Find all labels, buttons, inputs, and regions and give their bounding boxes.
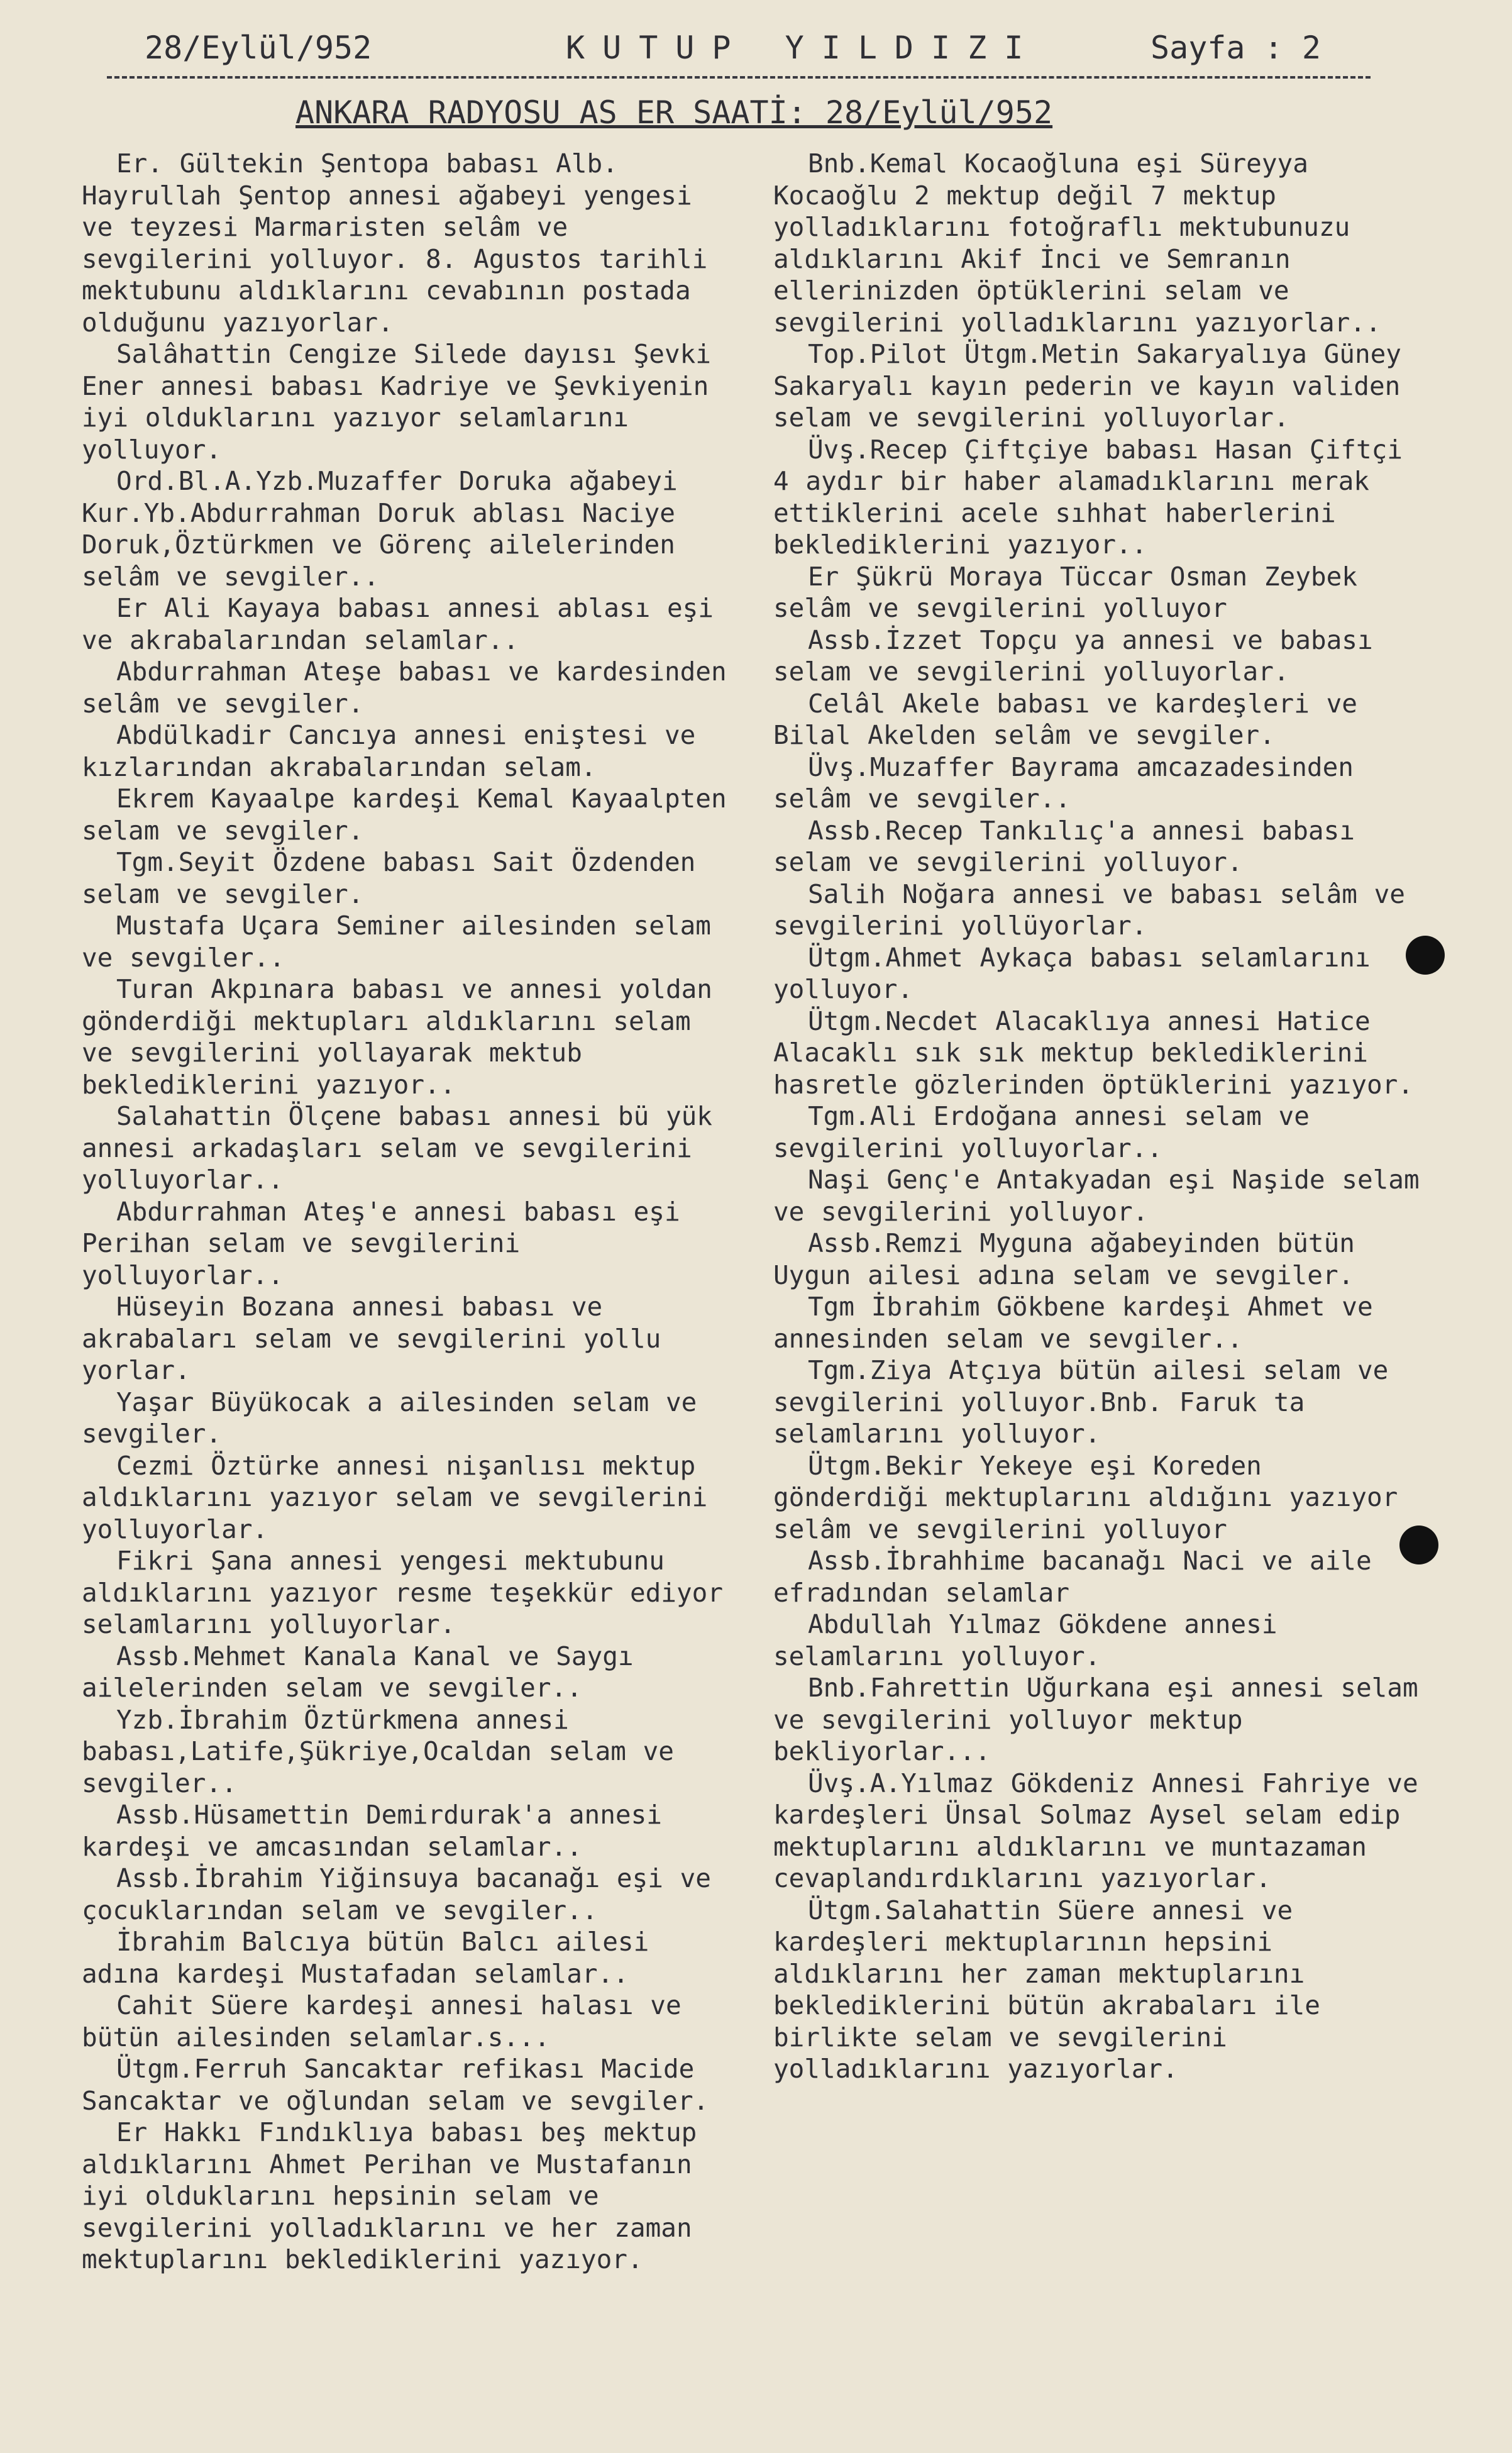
message-entry: İbrahim Balcıya bütün Balcı ailesi adına kardeşi Mustafadan selamlar.. bbox=[82, 1927, 649, 1989]
message-entry: Er Şükrü Moraya Tüccar Osman Zeybek selâm ve sevgilerini yolluyor bbox=[773, 561, 1357, 623]
message-entry: Er Ali Kayaya babası annesi ablası eşi ve akrabalarından selamlar.. bbox=[82, 593, 714, 655]
message-entry: Ütgm.Necdet Alacaklıya annesi Hatice Alacaklı sık sık mektup beklediklerini hasretle gözlerinden öptüklerini yazıyor. bbox=[773, 1005, 1414, 1100]
message-entry: Celâl Akele babası ve kardeşleri ve Bilal Akelden selâm ve sevgiler. bbox=[773, 688, 1357, 750]
page-header bbox=[107, 22, 1371, 79]
right-column bbox=[773, 148, 1427, 2085]
message-entry: Hüseyin Bozana annesi babası ve akrabaları selam ve sevgilerini yollu yorlar. bbox=[82, 1292, 661, 1385]
header-dashed-rule bbox=[107, 76, 1371, 79]
message-entry: Ütgm.Ferruh Sancaktar refikası Macide Sancaktar ve oğlundan selam ve sevgiler. bbox=[82, 2054, 709, 2116]
message-entry: Ütgm.Salahattin Süere annesi ve kardeşleri mektuplarının hepsini aldıklarını her zaman mektuplarını beklediklerini bütün akrabaları ile birlikte selam ve sevgilerini yolladıklarını yazıyorlar. bbox=[773, 1895, 1320, 2084]
message-entry: Salâhattin Cengize Silede dayısı Şevki Ener annesi babası Kadriye ve Şevkiyenin iyi olduklarını yazıyor selamlarını yolluyor. bbox=[82, 339, 711, 465]
message-entry: Ord.Bl.A.Yzb.Muzaffer Doruka ağabeyi Kur.Yb.Abdurrahman Doruk ablası Naciye Doruk,Öztürkmen ve Görenç ailelerinden selâm ve sevgiler.. bbox=[82, 466, 678, 592]
message-entry: Tgm.Seyit Özdene babası Sait Özdenden selam ve sevgiler. bbox=[82, 847, 696, 909]
message-entry: Fikri Şana annesi yengesi mektubunu aldıklarını yazıyor resme teşekkür ediyor selamlarını yolluyorlar. bbox=[82, 1546, 724, 1639]
message-entry: Er. Gültekin Şentopa babası Alb. Hayrullah Şentop annesi ağabeyi yengesi ve teyzesi Marmaristen selâm ve sevgilerini yolluyor. 8. Agustos tarihli mektubunu aldıklarını cevabının postada olduğunu yazıyorlar. bbox=[82, 148, 708, 338]
message-entry: Yzb.İbrahim Öztürkmena annesi babası,Latife,Şükriye,Ocaldan selam ve sevgiler.. bbox=[82, 1704, 674, 1798]
message-entry: Cahit Süere kardeşi annesi halası ve bütün ailesinden selamlar.s... bbox=[82, 1990, 682, 2052]
message-entry: Üvş.A.Yılmaz Gökdeniz Annesi Fahriye ve kardeşleri Ünsal Solmaz Aysel selam edip mektuplarını aldıklarını ve muntazaman cevaplandırdıklarını yazıyorlar. bbox=[773, 1768, 1418, 1893]
message-entry: Tgm.Ziya Atçıya bütün ailesi selam ve sevgilerini yolluyor.Bnb. Faruk ta selamlarını yolluyor. bbox=[773, 1355, 1389, 1449]
header-title: KUTUP YILDIZI bbox=[566, 30, 1041, 66]
message-entry: Top.Pilot Ütgm.Metin Sakaryalıya Güney Sakaryalı kayın pederin ve kayın validen selam ve sevgilerini yolluyorlar. bbox=[773, 339, 1401, 433]
message-entry: Assb.Hüsamettin Demirdurak'a annesi kardeşi ve amcasından selamlar.. bbox=[82, 1800, 662, 1862]
message-entry: Ütgm.Bekir Yekeye eşi Koreden gönderdiği mektuplarını aldığını yazıyor selâm ve sevgilerini yolluyor bbox=[773, 1450, 1398, 1544]
message-entry: Bnb.Kemal Kocaoğluna eşi Süreyya Kocaoğlu 2 mektup değil 7 mektup yolladıklarını fotoğraflı mektubunuzu aldıklarını Akif İnci ve Semranın ellerinizden öptüklerini selam ve sevgilerini yolladıklarını yazıyorlar.. bbox=[773, 148, 1381, 338]
message-entry: Assb.Recep Tankılıç'a annesi babası selam ve sevgilerini yolluyor. bbox=[773, 815, 1355, 877]
message-entry: Abdurrahman Ateşe babası ve kardesinden selâm ve sevgiler. bbox=[82, 656, 727, 719]
message-entry: Yaşar Büyükocak a ailesinden selam ve sevgiler. bbox=[82, 1387, 697, 1449]
message-entry: Abdullah Yılmaz Gökdene annesi selamlarını yolluyor. bbox=[773, 1609, 1277, 1671]
message-entry: Üvş.Recep Çiftçiye babası Hasan Çiftçi 4 aydır bir haber alamadıklarını merak ettiklerini acele sıhhat haberlerini beklediklerini yazıyor.. bbox=[773, 434, 1403, 560]
message-entry: Abdülkadir Cancıya annesi eniştesi ve kızlarından akrabalarından selam. bbox=[82, 720, 696, 782]
message-entry: Abdurrahman Ateş'e annesi babası eşi Perihan selam ve sevgilerini yolluyorlar.. bbox=[82, 1196, 680, 1290]
message-entry: Mustafa Uçara Seminer ailesinden selam ve sevgiler.. bbox=[82, 911, 711, 973]
message-entry: Ütgm.Ahmet Aykaça babası selamlarını yolluyor. bbox=[773, 942, 1371, 1004]
message-entry: Assb.İbrahim Yiğinsuya bacanağı eşi ve çocuklarından selam ve sevgiler.. bbox=[82, 1863, 711, 1925]
message-entry: Ekrem Kayaalpe kardeşi Kemal Kayaalpten selam ve sevgiler. bbox=[82, 784, 727, 846]
message-entry: Assb.İzzet Topçu ya annesi ve babası selam ve sevgilerini yolluyorlar. bbox=[773, 624, 1373, 687]
message-entry: Tgm.Ali Erdoğana annesi selam ve sevgilerini yolluyorlar.. bbox=[773, 1101, 1310, 1163]
message-entry: Bnb.Fahrettin Uğurkana eşi annesi selam ve sevgilerini yolluyor mektup bekliyorlar... bbox=[773, 1673, 1418, 1766]
message-entry: Assb.Mehmet Kanala Kanal ve Saygı ailelerinden selam ve sevgiler.. bbox=[82, 1641, 634, 1703]
message-entry: Naşi Genç'e Antakyadan eşi Naşide selam ve sevgilerini yolluyor. bbox=[773, 1165, 1420, 1227]
punch-hole bbox=[1399, 1526, 1438, 1564]
message-entry: Assb.Remzi Myguna ağabeyinden bütün Uygun ailesi adına selam ve sevgiler. bbox=[773, 1228, 1355, 1290]
message-entry: Üvş.Muzaffer Bayrama amcazadesinden selâm ve sevgiler.. bbox=[773, 751, 1354, 814]
left-column bbox=[82, 148, 736, 2276]
broadcast-subheader: ANKARA RADYOSU AS ER SAATİ: 28/Eylül/952 bbox=[295, 94, 1053, 131]
message-entry: Turan Akpınara babası ve annesi yoldan gönderdiği mektupları aldıklarını selam ve sevgilerini yollayarak mektub beklediklerini yazıyor.. bbox=[82, 974, 712, 1100]
message-entry: Er Hakkı Fındıklıya babası beş mektup aldıklarını Ahmet Perihan ve Mustafanın iyi olduklarını hepsinin selam ve sevgilerini yolladıklarını ve her zaman mektuplarını beklediklerini yazıyor. bbox=[82, 2117, 697, 2274]
header-date: 28/Eylül/952 bbox=[145, 30, 372, 66]
message-entry: Assb.İbrahhime bacanağı Naci ve aile efradından selamlar bbox=[773, 1546, 1372, 1608]
message-entry: Cezmi Öztürke annesi nişanlısı mektup aldıklarını yazıyor selam ve sevgilerini yolluyorlar. bbox=[82, 1450, 708, 1544]
message-entry: Salih Noğara annesi ve babası selâm ve sevgilerini yollüyorlar. bbox=[773, 878, 1405, 941]
punch-hole bbox=[1406, 936, 1445, 975]
message-entry: Tgm İbrahim Gökbene kardeşi Ahmet ve annesinden selam ve sevgiler.. bbox=[773, 1292, 1373, 1354]
header-page-number: Sayfa : 2 bbox=[1151, 30, 1321, 66]
message-entry: Salahattin Ölçene babası annesi bü yük annesi arkadaşları selam ve sevgilerini yolluyorlar.. bbox=[82, 1101, 712, 1195]
